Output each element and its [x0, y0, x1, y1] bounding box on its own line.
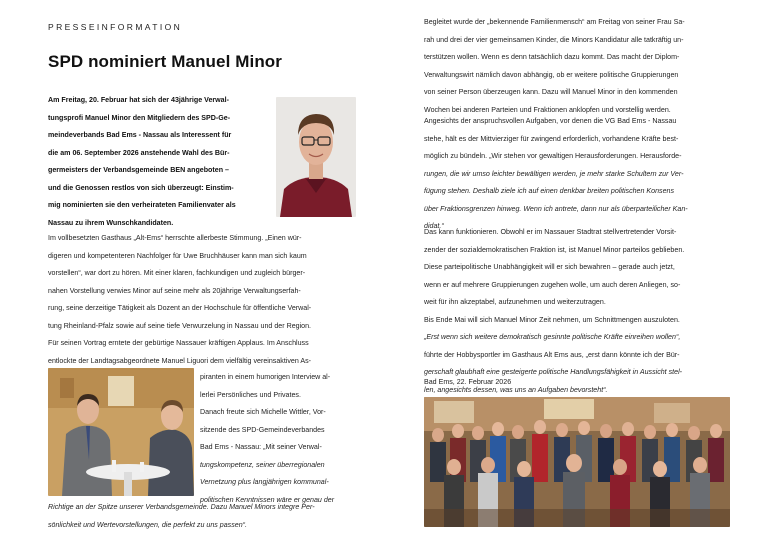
body-line: zender der sozialdemokratischen Fraktion ist, ist Manuel Minor parteilos geblieben.: [424, 245, 685, 254]
body-line: nahen Vorstellung verwies Minor auf seine mehr als 20jährige Verwaltungserfah-: [48, 286, 301, 295]
body-line: Angesichts der anspruchsvollen Aufgaben, vor denen die VG Bad Ems - Nassau: [424, 117, 677, 125]
lead-line: germeisters der Verbandsgemeinde BEN angeboten –: [48, 166, 229, 174]
body-line: fügung stehen. Deshalb ziele ich auf einen denkbar breiten politischen Konsens: [424, 187, 675, 195]
interview-photo: [48, 368, 194, 496]
body-line: rung, seine derzeitige Tätigkeit als Dozent an der Hochschule für öffentliche Verwal-: [48, 304, 312, 312]
right-paragraph-2: [424, 113, 730, 236]
body-line: Im vollbesetzten Gasthaus „Alt-Ems“ herrschte allerbeste Stimmung. „Einen wür-: [48, 234, 302, 242]
body-line: Richtige an der Spitze unserer Verbandsgemeinde. Dazu Manuel Minors integre Per-: [48, 503, 315, 511]
body-paragraph-2: [48, 335, 356, 370]
body-line: rungen, die wir umso leichter bewältigen werden, je mehr starke Schultern zur Ver-: [424, 169, 684, 178]
right-page: [384, 0, 768, 543]
right-paragraph-3: [424, 224, 730, 399]
body-line: „Erst wenn sich weitere demokratisch gesinnte politische Kräfte einreihen wollen“,: [424, 333, 681, 341]
body-line: stehe, hält es der Mittvierziger für zwingend erforderlich, vorhandene Kräfte best-: [424, 134, 679, 143]
body-line: Verwaltungswirt nämlich davon abhängig, ob er weitere politische Gruppierungen: [424, 70, 679, 79]
body-line: möglich zu bündeln. „Wir stehen vor gewaltigen Herausforderungen. Herausforde-: [424, 152, 682, 160]
lead-line: mig nominierten sie den verheirateten Familienvater als: [48, 201, 236, 209]
body-line: Begleitet wurde der „bekennende Familienmensch“ am Freitag von seiner Frau Sa-: [424, 18, 685, 26]
portrait-photo: [276, 97, 356, 217]
body-paragraph-1: [48, 230, 356, 335]
body-line: piranten in einem humorigen Interview al-: [200, 373, 331, 381]
group-photo: [424, 397, 730, 527]
body-line: von seiner Person überzeugen kann. Dazu will Manuel Minor in den kommenden: [424, 88, 678, 96]
body-paragraph-2-wrap: [200, 369, 356, 509]
body-line: len, angesichts dessen, was uns an Aufgaben bevorsteht“.: [424, 385, 608, 394]
body-line: Bad Ems - Nassau: „Mit seiner Verwal-: [200, 443, 322, 451]
body-line: Das kann funktionieren. Obwohl er im Nassauer Stadtrat stellvertretender Vorsit-: [424, 228, 677, 236]
dateline: Bad Ems, 22. Februar 2026: [424, 378, 512, 386]
body-line: terstützen wollen. Wenn es denn tatsächlich dazu kommt. Das macht der Diplom-: [424, 53, 680, 61]
body-line: entlockte der Landtagsabgeordnete Manuel Liguori dem vielfältig vereinsaktiven As-: [48, 356, 312, 365]
body-line: Diese parteipolitische Unabhängigkeit will er sich bewahren – gerade auch jetzt,: [424, 263, 675, 271]
body-line: vorstellen“, war dort zu hören. Mit einer klaren, fachkundigen und zugleich bürger-: [48, 269, 306, 277]
body-line: weit für ihn akzeptabel, aufzunehmen und weiterzutragen.: [424, 298, 606, 306]
body-line: rah und drei der vier gemeinsamen Kinder, die Minors Kandidatur alle tatkräftig un-: [424, 35, 684, 44]
body-line: Für seinen Vortrag erntete der gebürtige Nassauer kräftigen Applaus. Im Anschluss: [48, 339, 309, 347]
press-kicker: PRESSEINFORMATION: [48, 22, 183, 32]
body-line: lerlei Persönliches und Privates.: [200, 390, 301, 399]
body-line: über Fraktionsgrenzen hinweg. Wenn ich antrete, dann nur als überparteilicher Kan-: [424, 204, 688, 213]
body-line: gerschaft glaubhaft eine gesteigerte politische Handlungsfähigkeit in Aussicht stel-: [424, 368, 683, 376]
body-line: wenn er auf mehrere Gruppierungen zugehen wolle, um auch deren Anliegen, so-: [424, 280, 681, 289]
body-line: politischen Kenntnissen wäre er genau der: [200, 495, 335, 504]
body-line: didat.“: [424, 222, 444, 230]
body-line: führte der Hobbysportler im Gasthaus Alt Ems aus, „erst dann könnte ich der Bür-: [424, 350, 680, 359]
body-line: digeren und kompetenteren Nachfolger für Uwe Bruchhäuser kann man sich kaum: [48, 251, 307, 260]
lead-paragraph: [48, 92, 270, 232]
lead-line: und die Genossen restlos von sich überzeugt: Einstim-: [48, 183, 234, 192]
lead-line: Nassau zu ihrem Wunschkandidaten.: [48, 218, 174, 227]
lead-line: Am Freitag, 20. Februar hat sich der 43jährige Verwal-: [48, 96, 229, 104]
body-line: Danach freute sich Michelle Wittler, Vor-: [200, 408, 326, 416]
lead-line: die am 06. September 2026 anstehende Wahl des Bür-: [48, 148, 230, 157]
body-line: tungskompetenz, seiner überregionalen: [200, 460, 325, 469]
body-line: Wochen bei anderen Parteien und Fraktionen anklopfen und vorstellig werden.: [424, 105, 671, 114]
body-line: Vernetzung plus langjährigen kommunal-: [200, 478, 329, 486]
body-line: sönlichkeit und Wertevorstellungen, die perfekt zu uns passen“.: [48, 520, 247, 529]
lead-line: tungsprofi Manuel Minor den Mitgliedern des SPD-Ge-: [48, 113, 231, 122]
headline: SPD nominiert Manuel Minor: [48, 52, 283, 71]
body-line: tung Rheinland-Pfalz sowie auf seine tiefe Verwurzelung in Nassau und der Region.: [48, 321, 312, 330]
body-line: sitzende des SPD-Gemeindeverbandes: [200, 425, 325, 434]
lead-line: meindeverbands Bad Ems - Nassau als Interessent für: [48, 131, 232, 139]
body-paragraph-2-tail: [48, 499, 356, 534]
right-paragraph-1: [424, 14, 730, 119]
body-line: Bis Ende Mai will sich Manuel Minor Zeit nehmen, um Schnittmengen auszuloten.: [424, 315, 680, 324]
